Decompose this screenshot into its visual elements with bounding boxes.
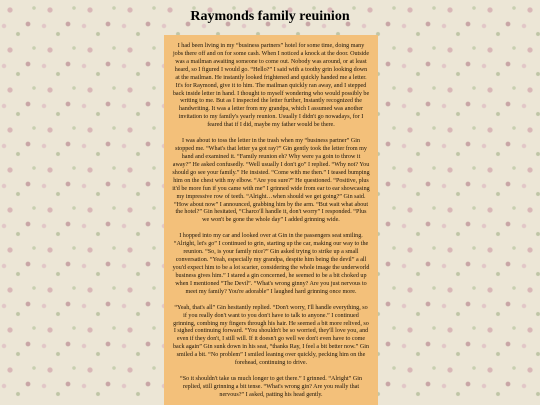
story-paragraph: “So it shouldn't take us much longer to get there.” I grinned. “Alright” Gin replied, still grinning a bit tense. “What's wrong gin? Are you really that nervous?” I asked, patting his head gently. [179, 376, 362, 398]
story-paragraph: “Yeah, that's all” Gin hesitantly replied. “Don't worry, I'll handle everything, so if you really don't want to you don't have to talk to anyone.” I continued grinning, combing my fingers through his hair. He seemed a bit more relived, so I sighed continuing forward. “You shouldn't be so worried, they'll love you, and even if they don't, I still will. If it doesn't go well we don't even have to come back again” Gin sunk down in his seat, “thanks Ray, I feel a bit better now.” Gin smiled a bit. “No problem” I smiled leaning over quickly, pecking him on the forehead, continuing to drive. [172, 304, 370, 367]
story-paragraph: I had been living in my “business partners” hotel for some time, doing many jobs there off and on for some cash. When I noticed a knock at the door. Outside was a mailman awaiting someone to come out. Nobody was around, or at least heard, so I figured I would go. “Hello?” I said with a toothy grin looking down at the mailman. He instantly looked frightened and quickly handed me a letter. It's for Raymond, give it to him. The mailman quickly ran away, and I stepped back inside letter in hand. I thought to myself wondering who would possibly be writing to me. But as I inspected the letter further, Instantly recognized the handwriting. It was a letter from my grandpa, which I assumed was another invitation to my family's yearly reunion. Usually I didn't go nowadays, for I feared that if I did, maybe my father would be there. [172, 43, 370, 129]
story-paragraph: I was about to toss the letter in the trash when my “business partner” Gin stopped me. “What's that letter ya got ray?” Gin gently took the letter from my hand and examined it. “Family reunion eh? Why were ya goin to throw it away?” He asked confusedly. “Well usually I don't go” I replied. “Why not? You should go see your family.” He insisted. “Come with me then.” I teased bumping him on the chest with my elbow. “Are you sure?” He questioned. “Positive, plus it'd be more fun if you came with me” I grinned wide from ear to ear showcasing my impressive row of teeth. “Alright…when should we get going?” Gin said. “How about now” I announced, grabbing him by the arm. “But wait what about the hotel?” Gin hesitated, “Charco'll handle it, don't worry” I responded. “Plus we won't be gone the whole day” I added grinning wide. [172, 138, 370, 224]
page-title: Raymonds family reuinion [190, 9, 350, 24]
story-paragraph: I hopped into my car and looked over at Gin in the passengers seat smiling. “Alright, let's go” I continued to grin, starting up the car, making our way to the reunion. “So, is your family nice?” Gin asked trying to strike up a small conversation. “Yeah, especially my grandpa, despite him being the devil” a all you'd expect him to be a lot scarier, considering the whole image the underworld business gives him.” I stared a gin concerned, he seemed to be a bit choked up when I mentioned “The Devil”. “What's wrong ginny? Are you just nervous to meet my family? You're adorable” I laughed hard grinning once more. [172, 233, 370, 295]
story-content [164, 35, 378, 405]
